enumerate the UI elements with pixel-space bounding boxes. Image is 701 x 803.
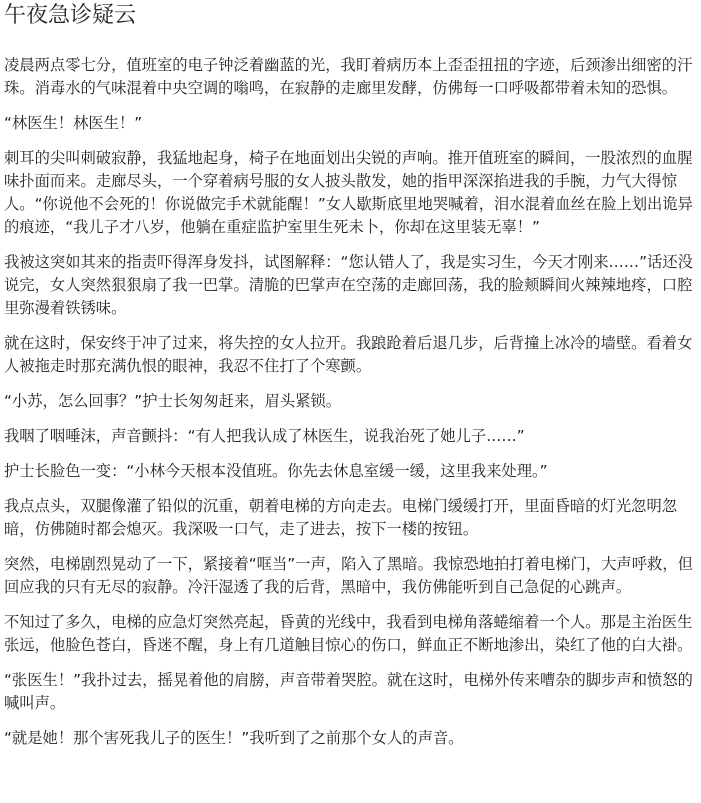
paragraph: 我被这突如其来的指责吓得浑身发抖，试图解释：“您认错人了，我是实习生，今天才刚来……”话还没说完，女人突然狠狠扇了我一巴掌。清脆的巴掌声在空荡的走廊回荡，我的脸颊瞬间火辣辣地疼，口腔里弥漫着铁锈味。	[4, 253, 693, 317]
paragraph: 我咽了咽唾沫，声音颤抖：“有人把我认成了林医生，说我治死了她儿子……”	[4, 427, 525, 445]
paragraph: 刺耳的尖叫刺破寂静，我猛地起身，椅子在地面划出尖锐的声响。推开值班室的瞬间，一股浓烈的血腥味扑面而来。走廊尽头，一个穿着病号服的女人披头散发，她的指甲深深掐进我的手腕，力气大得惊人。“你说他不会死的！你说做完手术就能醒！”女人歇斯底里地哭喊着，泪水混着血丝在脸上划出诡异的痕迹，“我儿子才八岁，他躺在重症监护室里生死未卜，你却在这里装无辜！”	[4, 149, 693, 236]
article-title: 午夜急诊疑云	[4, 3, 137, 28]
paragraph: “小苏，怎么回事？”护士长匆匆赶来，眉头紧锁。	[4, 392, 342, 410]
paragraph: 就在这时，保安终于冲了过来，将失控的女人拉开。我踉跄着后退几步，后背撞上冰冷的墙壁。看着女人被拖走时那充满仇恨的眼神，我忍不住打了个寒颤。	[4, 334, 693, 375]
paragraph: 突然，电梯剧烈晃动了一下，紧接着“哐当”一声，陷入了黑暗。我惊恐地拍打着电梯门，大声呼救，但回应我的只有无尽的寂静。冷汗湿透了我的后背，黑暗中，我仿佛能听到自己急促的心跳声。	[4, 555, 693, 596]
paragraph: “张医生！”我扑过去，摇晃着他的肩膀，声音带着哭腔。就在这时，电梯外传来嘈杂的脚步声和愤怒的喊叫声。	[4, 671, 693, 712]
paragraph: 护士长脸色一变：“小林今天根本没值班。你先去休息室缓一缓，这里我来处理。”	[4, 462, 548, 480]
paragraph: “就是她！那个害死我儿子的医生！”我听到了之前那个女人的声音。	[4, 729, 464, 747]
paragraph: 凌晨两点零七分，值班室的电子钟泛着幽蓝的光，我盯着病历本上歪歪扭扭的字迹，后颈渗出细密的汗珠。消毒水的气味混着中央空调的嗡鸣，在寂静的走廊里发酵，仿佛每一口呼吸都带着未知的恐惧。	[4, 56, 693, 97]
paragraph: “林医生！林医生！”	[4, 114, 143, 132]
paragraph: 不知过了多久，电梯的应急灯突然亮起，昏黄的光线中，我看到电梯角落蜷缩着一个人。那是主治医生张远，他脸色苍白，昏迷不醒，身上有几道触目惊心的伤口，鲜血正不断地渗出，染红了他的白大褂。	[4, 613, 693, 654]
article-body	[4, 54, 697, 750]
paragraph: 我点点头，双腿像灌了铅似的沉重，朝着电梯的方向走去。电梯门缓缓打开，里面昏暗的灯光忽明忽暗，仿佛随时都会熄灭。我深吸一口气，走了进去，按下一楼的按钮。	[4, 497, 678, 538]
